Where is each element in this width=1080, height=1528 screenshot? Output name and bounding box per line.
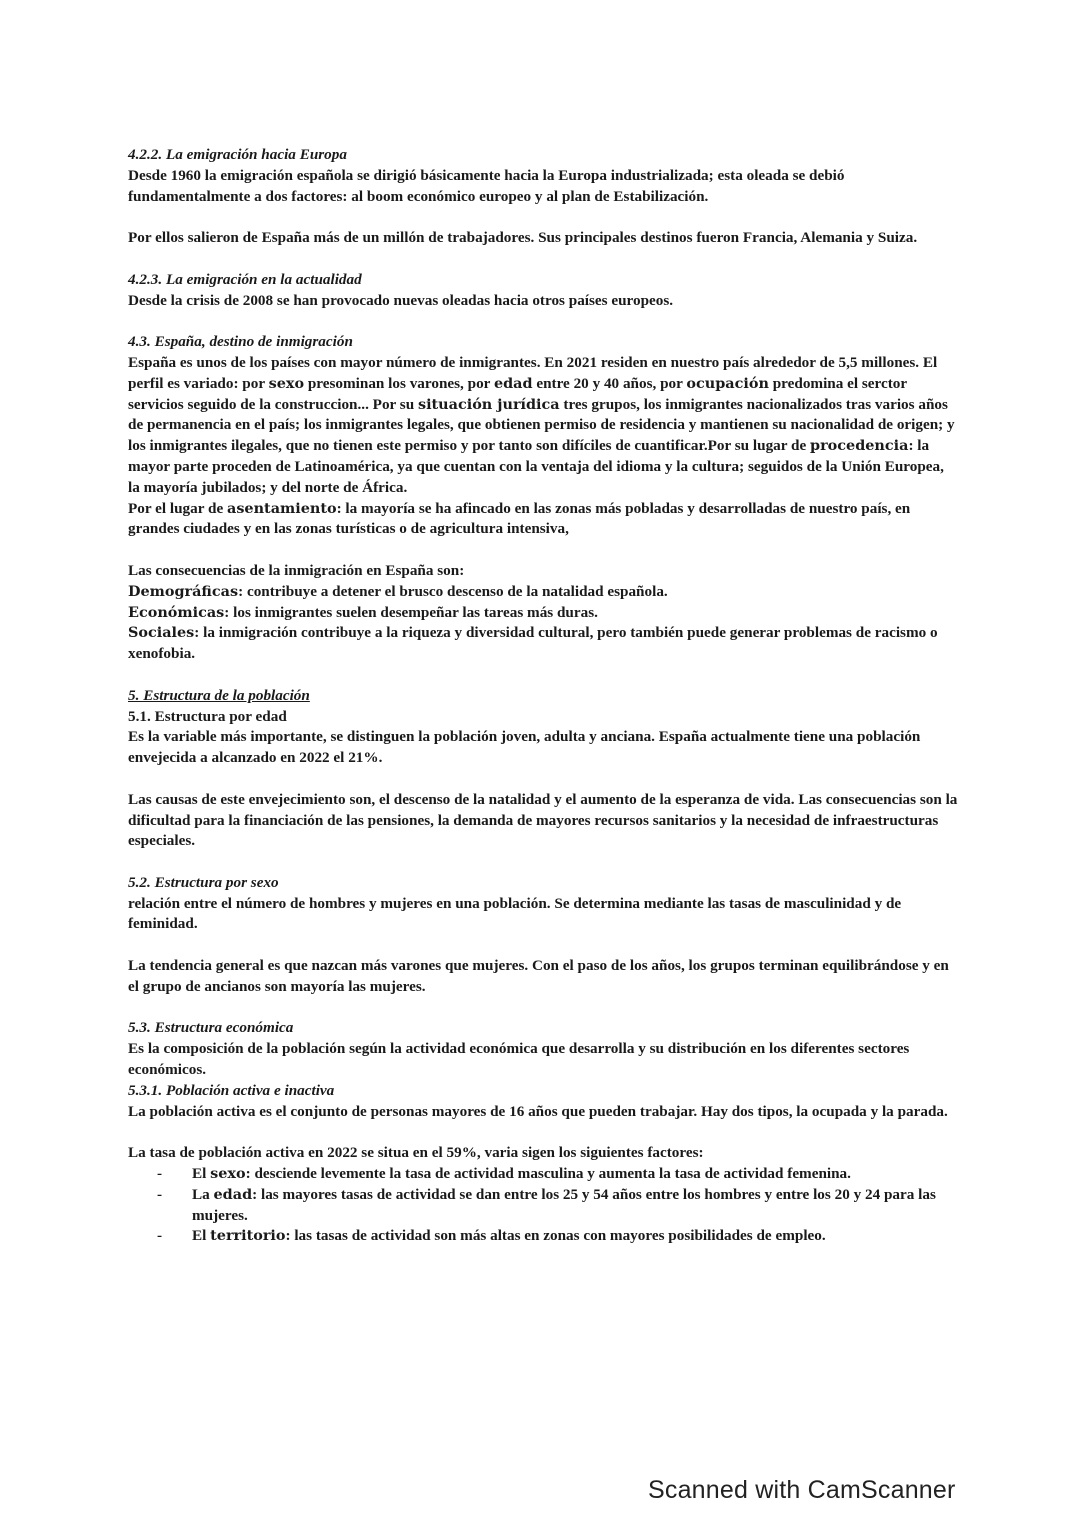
paragraph: La población activa es el conjunto de personas mayores de 16 años que pueden trabajar. Hay dos tipos, la ocupada y la parada. — [128, 1102, 948, 1120]
paragraph: Por el lugar de asentamiento: la mayoría se ha afincado en las zonas más pobladas y desarrolladas de nuestro país, en grandes ciudades y en las zonas turísticas o de agricultura intensiva, — [128, 499, 911, 538]
paragraph: España es unos de los países con mayor número de inmigrantes. En 2021 residen en nuestro país alrededor de 5,5 millones. El perfil es variado: por sexo presominan los varones, por edad entre 20 y 40 años, por ocupación predomina el serctor servicios seguido de la construccion... Por su situación jurídica tres grupos, los inmigrantes nacionalizados tras varios años de permanencia en el país; los inmigrantes legales, que obtienen permiso de residencia y mantienen su nacionalidad de origen; y los inmigrantes ilegales, que no tienen este permiso y por tanto son difíciles de cuantificar.Por su lugar de procedencia: la mayor parte proceden de Latinoamérica, ya que cuentan con la ventaja del idioma y la cultura; seguidos de la Unión Europea, la mayoría jubilados; y del norte de África. — [128, 353, 955, 496]
keyword: Sociales — [128, 624, 195, 642]
consequence-item: Sociales: la inmigración contribuye a la riqueza y diversidad cultural, pero también puede generar problemas de racismo o xenofobia. — [128, 624, 938, 663]
paragraph: Las causas de este envejecimiento son, el descenso de la natalidad y el aumento de la esperanza de vida. Las consecuencias son la dificultad para la financiación de las pensiones, la demanda de mayores recursos sanitarios y la necesidad de infraestructuras especiales. — [128, 790, 958, 850]
section-4-2-3 — [128, 270, 958, 312]
keyword: territorio — [210, 1227, 286, 1245]
section-title: 4.3. España, destino de inmigración — [128, 333, 353, 351]
keyword: edad — [213, 1185, 253, 1203]
paragraph: Las consecuencias de la inmigración en España son: — [128, 561, 465, 579]
paragraph: relación entre el número de hombres y mujeres en una población. Se determina mediante las tasas de masculinidad y de feminidad. — [128, 894, 902, 933]
paragraph: Desde 1960 la emigración española se dirigió básicamente hacia la Europa industrializada; esta oleada se debió fundamentalmente a dos factores: al boom económico europeo y al plan de Estabilización. — [128, 166, 845, 205]
keyword: situación jurídica — [417, 395, 560, 413]
consequence-item: Económicas: los inmigrantes suelen desempeñar las tareas más duras. — [128, 603, 598, 621]
section-4-2-2 — [128, 145, 958, 249]
keyword: asentamiento — [227, 499, 337, 517]
section-title: 5.3. Estructura económica — [128, 1019, 294, 1037]
keyword: edad — [493, 374, 533, 392]
paragraph: Es la variable más importante, se distinguen la población joven, adulta y anciana. España actualmente tiene una población envejecida a alcanzado en 2022 el 21%. — [128, 728, 921, 767]
paragraph: La tasa de población activa en 2022 se situa en el 59%, varia sigen los siguientes factores: — [128, 1144, 704, 1162]
keyword: sexo — [210, 1165, 246, 1183]
factor-list — [128, 1164, 958, 1247]
section-title: 4.2.3. La emigración en la actualidad — [128, 270, 362, 288]
paragraph: Es la composición de la población según la actividad económica que desarrolla y su distribución en los diferentes sectores económicos. — [128, 1040, 910, 1079]
paragraph: Desde la crisis de 2008 se han provocado nuevas oleadas hacia otros países europeos. — [128, 291, 674, 309]
keyword: ocupación — [686, 374, 769, 392]
keyword: procedencia — [810, 437, 909, 455]
subsection-title: 5.3.1. Población activa e inactiva — [128, 1081, 335, 1099]
scanner-watermark: Scanned with CamScanner — [648, 1476, 956, 1504]
keyword: sexo — [268, 374, 305, 392]
consequence-item: Demográficas: contribuye a detener el brusco descenso de la natalidad española. — [128, 582, 668, 600]
section-title: 4.2.2. La emigración hacia Europa — [128, 146, 347, 163]
list-item: - El sexo: desciende levemente la tasa de actividad masculina y aumenta la tasa de actividad femenina. — [192, 1164, 958, 1185]
paragraph: La tendencia general es que nazcan más varones que mujeres. Con el paso de los años, los grupos terminan equilibrándose y en el grupo de ancianos son mayoría las mujeres. — [128, 957, 949, 995]
document-page — [128, 145, 958, 1247]
section-5 — [128, 686, 958, 1248]
keyword: Económicas — [128, 603, 225, 621]
list-item: - El territorio: las tasas de actividad son más altas en zonas con mayores posibilidades de empleo. — [192, 1226, 958, 1247]
list-item: - La edad: las mayores tasas de actividad se dan entre los 25 y 54 años entre los hombres y entre los 20 y 24 para las mujeres. — [192, 1185, 958, 1227]
section-4-3 — [128, 332, 958, 665]
section-title: 5.1. Estructura por edad — [128, 707, 287, 725]
section-title: 5.2. Estructura por sexo — [128, 873, 279, 891]
paragraph: Por ellos salieron de España más de un millón de trabajadores. Sus principales destinos fueron Francia, Alemania y Suiza. — [128, 229, 918, 247]
keyword: Demográficas — [128, 582, 239, 600]
chapter-title: 5. Estructura de la población — [128, 686, 310, 704]
